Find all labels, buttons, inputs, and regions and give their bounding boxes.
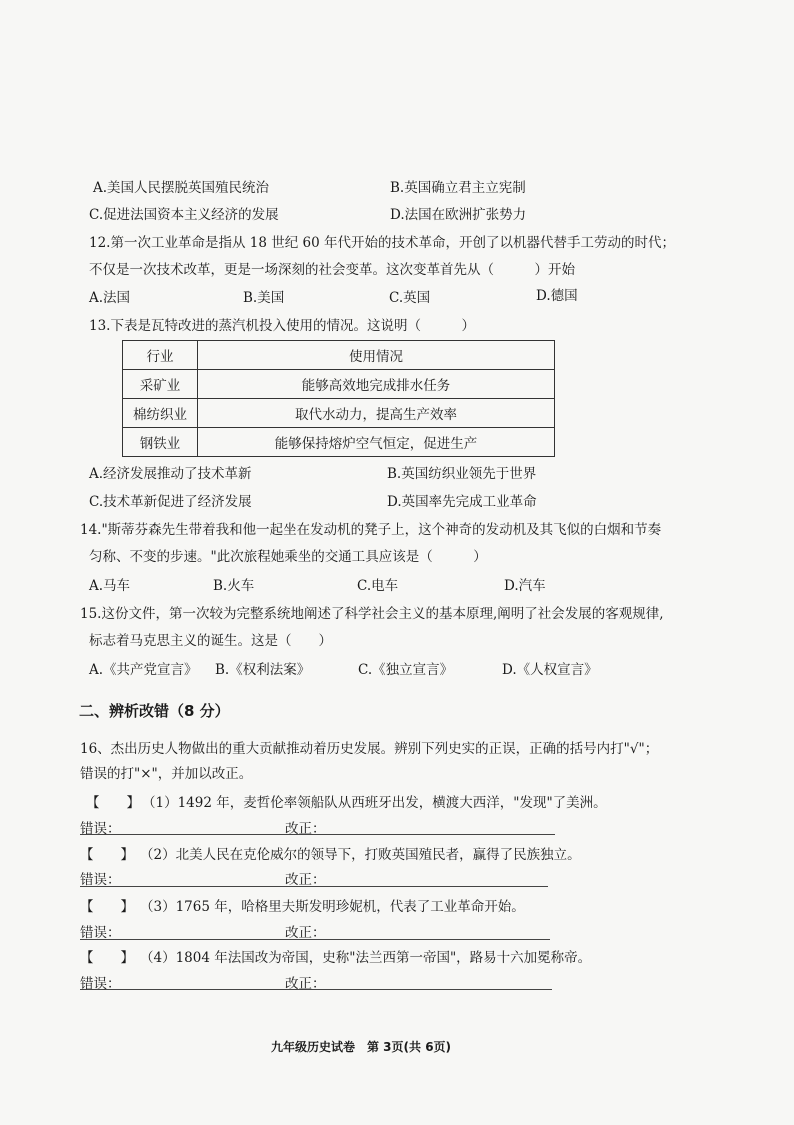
q14-option-d: D.汽车	[504, 578, 546, 594]
table-row	[123, 399, 555, 428]
table-row	[123, 370, 555, 399]
q12-stem-line2: 不仅是一次技术改革，更是一场深刻的社会变革。这次变革首先从（ ）开始	[89, 262, 575, 278]
answer-bracket[interactable]: 【 】	[86, 795, 140, 811]
q13-option-c: C.技术革新促进了经济发展	[89, 494, 252, 510]
answer-line[interactable]	[80, 989, 552, 990]
q15-stem-line2: 标志着马克思主义的诞生。这是（ ）	[89, 633, 332, 649]
table-cell: 钢铁业	[123, 428, 198, 457]
answer-line[interactable]	[80, 939, 550, 940]
q15-option-c: C.《独立宣言》	[358, 662, 454, 678]
q11-option-b: B.英国确立君主立宪制	[390, 180, 526, 196]
q12-option-d: D.德国	[536, 288, 578, 304]
table-cell: 取代水动力，提高生产效率	[198, 399, 555, 428]
answer-line[interactable]	[80, 886, 548, 887]
q14-stem-line2: 匀称、不变的步速。"此次旅程她乘坐的交通工具应该是（ ）	[89, 549, 487, 565]
statement-text: （4）1804 年法国改为帝国，史称"法兰西第一帝国"，路易十六加冕称帝。	[140, 950, 592, 966]
table-header-cell: 使用情况	[198, 341, 555, 370]
q15-option-d: D.《人权宣言》	[502, 662, 598, 678]
q15-option-b: B.《权利法案》	[215, 662, 311, 678]
q12-stem-line1: 12.第一次工业革命是指从 18 世纪 60 年代开始的技术革命，开创了以机器代替手工劳动的时代；	[89, 235, 675, 251]
q16-stem-line2: 错误的打"×"，并加以改正。	[80, 766, 253, 782]
q13-option-b: B.英国纺织业领先于世界	[387, 466, 537, 482]
table-row	[123, 428, 555, 457]
answer-bracket[interactable]: 【 】	[80, 950, 134, 966]
q11-option-d: D.法国在欧洲扩张势力	[390, 207, 527, 223]
q13-stem: 13.下表是瓦特改进的蒸汽机投入使用的情况。这说明（ ）	[89, 318, 475, 334]
q11-option-a: A.美国人民摆脱英国殖民统治	[93, 180, 270, 196]
table-header-cell: 行业	[123, 341, 198, 370]
q16-stem-line1: 16、杰出历史人物做出的重大贡献推动着历史发展。辨别下列史实的正误，正确的括号内打"√"；	[80, 741, 659, 757]
q15-option-a: A.《共产党宣言》	[89, 662, 198, 678]
wrong-label: 错误：	[80, 976, 121, 992]
wrong-label: 错误：	[80, 872, 121, 888]
q14-option-b: B.火车	[213, 578, 255, 594]
q11-option-c: C.促进法国资本主义经济的发展	[89, 207, 279, 223]
table-header-row	[123, 341, 555, 370]
table-cell: 能够高效地完成排水任务	[198, 370, 555, 399]
wrong-label: 错误：	[80, 821, 121, 837]
fix-label: 改正：	[285, 821, 326, 837]
q12-option-a: A.法国	[89, 290, 131, 306]
fix-label: 改正：	[285, 872, 326, 888]
fix-label: 改正：	[285, 976, 326, 992]
steam-engine-usage-table	[122, 340, 555, 457]
q12-option-c: C.英国	[389, 290, 431, 306]
wrong-label: 错误：	[80, 925, 121, 941]
q13-option-d: D.英国率先完成工业革命	[387, 494, 537, 510]
q14-option-a: A.马车	[89, 578, 131, 594]
q13-option-a: A.经济发展推动了技术革新	[89, 466, 252, 482]
table-cell: 能够保持熔炉空气恒定，促进生产	[198, 428, 555, 457]
table-cell: 采矿业	[123, 370, 198, 399]
page-footer: 九年级历史试卷 第 3页(共 6页)	[271, 1040, 452, 1054]
statement-text: （2）北美人民在克伦威尔的领导下，打败英国殖民者，赢得了民族独立。	[140, 847, 581, 863]
q14-stem-line1: 14."斯蒂芬森先生带着我和他一起坐在发动机的凳子上，这个神奇的发动机及其飞似的白烟和节奏	[80, 522, 662, 538]
answer-bracket[interactable]: 【 】	[80, 847, 134, 863]
fix-label: 改正：	[285, 925, 326, 941]
statement-text: （3）1765 年，哈格里夫斯发明珍妮机，代表了工业革命开始。	[140, 899, 525, 915]
answer-bracket[interactable]: 【 】	[80, 899, 134, 915]
section-heading: 二、辨析改错（8 分）	[79, 702, 230, 720]
q12-option-b: B.美国	[243, 290, 285, 306]
statement-text: （1）1492 年，麦哲伦率领船队从西班牙出发，横渡大西洋，"发现"了美洲。	[142, 795, 607, 811]
table-cell: 棉纺织业	[123, 399, 198, 428]
q15-stem-line1: 15.这份文件，第一次较为完整系统地阐述了科学社会主义的基本原理,阐明了社会发展的客观规律,	[80, 606, 664, 622]
q14-option-c: C.电车	[357, 578, 399, 594]
answer-line[interactable]	[80, 834, 555, 835]
